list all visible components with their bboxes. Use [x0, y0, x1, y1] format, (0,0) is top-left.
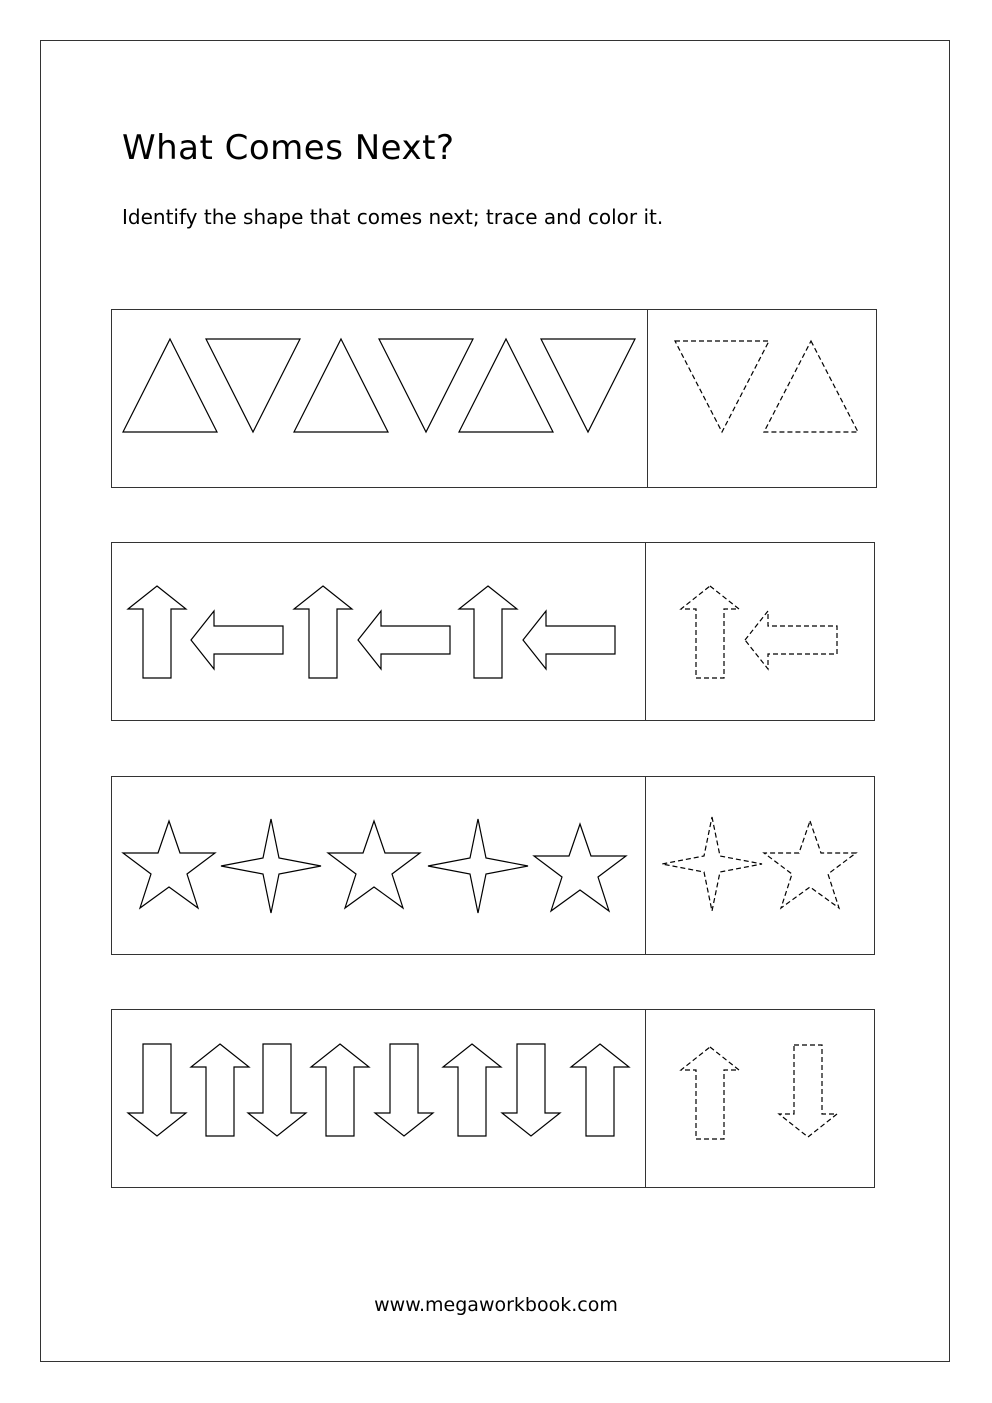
arrow-down-shape — [248, 1044, 306, 1136]
trace-triangle-down-shape — [675, 341, 769, 432]
arrow-up-shape — [311, 1044, 369, 1136]
pattern-row-triangles — [111, 309, 877, 488]
trace-arrow-up-shape — [681, 586, 739, 678]
trace-triangle-up-shape — [764, 341, 858, 432]
arrow-up-shape — [443, 1044, 501, 1136]
trace-star-4-point-shape — [662, 817, 762, 911]
arrow-left-shape — [191, 611, 283, 669]
row-shapes — [111, 776, 875, 955]
arrow-up-shape — [294, 586, 352, 678]
arrow-up-shape — [191, 1044, 249, 1136]
star-4-point-shape — [428, 819, 528, 913]
arrow-up-shape — [571, 1044, 629, 1136]
star-5-point-shape — [123, 821, 215, 908]
page-title: What Comes Next? — [122, 128, 455, 168]
arrow-down-shape — [128, 1044, 186, 1136]
triangle-up-shape — [294, 339, 388, 432]
triangle-up-shape — [123, 339, 217, 432]
row-shapes — [111, 1009, 875, 1188]
trace-arrow-left-shape — [745, 611, 837, 669]
trace-arrow-up-shape — [681, 1047, 739, 1139]
triangle-down-shape — [206, 339, 300, 432]
arrow-down-shape — [502, 1044, 560, 1136]
arrow-left-shape — [523, 611, 615, 669]
star-5-point-shape — [534, 824, 626, 911]
star-4-point-shape — [221, 819, 321, 913]
trace-arrow-down-shape — [779, 1045, 837, 1137]
pattern-row-arrows-down-up — [111, 1009, 875, 1188]
pattern-row-stars — [111, 776, 875, 955]
arrow-up-shape — [459, 586, 517, 678]
triangle-up-shape — [459, 339, 553, 432]
arrow-left-shape — [358, 611, 450, 669]
triangle-down-shape — [541, 339, 635, 432]
trace-star-5-point-shape — [764, 821, 856, 908]
footer-url: www.megaworkbook.com — [374, 1294, 618, 1316]
star-5-point-shape — [328, 821, 420, 908]
row-shapes — [111, 309, 877, 488]
triangle-down-shape — [379, 339, 473, 432]
instructions: Identify the shape that comes next; trace and color it. — [122, 205, 664, 229]
row-shapes — [111, 542, 875, 721]
arrow-down-shape — [375, 1044, 433, 1136]
pattern-row-arrows-up-left — [111, 542, 875, 721]
arrow-up-shape — [128, 586, 186, 678]
